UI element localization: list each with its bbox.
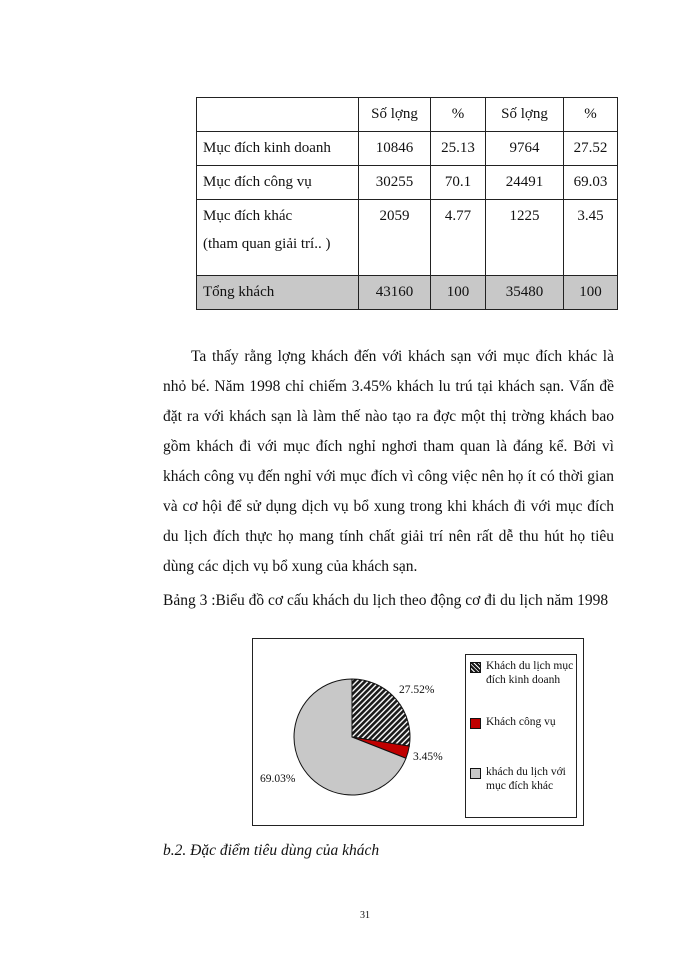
table-row [197,132,618,166]
paragraph-text: Ta thấy rằng lợng khách đến với khách sạn với mục đích khác là nhỏ bé. Năm 1998 chỉ chiếm 3.45% khách lu trú tại khách sạn. Vấn đề đặt ra với khách sạn là làm thế nào tạo ra đợc một thị trờng khách bao gồm khách đi với mục đích nghỉ nghơi tham quan là đáng kể. Bởi vì khách công vụ đến nghỉ với mục đích vì công việc nên họ ít có thời gian và cơ hội để sử dụng dịch vụ bổ xung trong khi khách đi với mục đích du lịch đích thực họ mang tính chất giải trí nên rất dễ thu hút họ tiêu dùng các dịch vụ bổ xung của khách sạn. [163,348,614,575]
header-cell [197,98,359,132]
table-cell: 9764 [486,132,564,166]
row-label [197,200,359,276]
header-cell: Số lợng [486,98,564,132]
row-label: Mục đích công vụ [197,166,359,200]
legend-label: Khách du lịch mục đích kinh doanh [486,660,574,686]
statistics-table [196,97,618,310]
legend-swatch-business [470,662,481,673]
legend-item [470,765,576,793]
row-label-main: Mục đích khác [203,208,293,224]
pie-chart [252,638,584,826]
table-cell: 4.77 [431,200,486,276]
table-cell: 70.1 [431,166,486,200]
pie-data-label: 3.45% [413,751,443,763]
table-row [197,200,618,276]
table-cell: 27.52 [564,132,618,166]
table-cell: 100 [431,276,486,310]
table-cell: 2059 [359,200,431,276]
pie-data-label: 69.03% [260,773,296,785]
legend-label: khách du lịch với mục đích khác [486,766,566,792]
table-row [197,166,618,200]
legend-swatch-other [470,768,481,779]
chart-legend [465,654,577,818]
section-heading: b.2. Đặc điểm tiêu dùng của khách [163,842,380,859]
pie-chart-plot [253,639,463,825]
page-number: 31 [360,910,370,921]
chart-caption: Bảng 3 :Biểu đồ cơ cấu khách du lịch theo động cơ đi du lịch năm 1998 [163,592,609,609]
legend-label: Khách công vụ [486,716,556,728]
row-label-sub: (tham quan giải trí.. ) [203,236,331,252]
legend-item [470,715,576,729]
table-cell: 1225 [486,200,564,276]
header-cell: Số lợng [359,98,431,132]
table-cell: 10846 [359,132,431,166]
table-cell: 3.45 [564,200,618,276]
table-cell: 100 [564,276,618,310]
header-cell: % [564,98,618,132]
legend-swatch-official [470,718,481,729]
legend-item [470,659,576,687]
table-cell: 35480 [486,276,564,310]
table-cell: 43160 [359,276,431,310]
header-cell: % [431,98,486,132]
table-cell: 24491 [486,166,564,200]
row-label: Tổng khách [197,276,359,310]
table-cell: 25.13 [431,132,486,166]
body-paragraph [163,342,614,582]
table-cell: 69.03 [564,166,618,200]
table-total-row [197,276,618,310]
table-cell: 30255 [359,166,431,200]
table-header-row [197,98,618,132]
pie-data-label: 27.52% [399,684,435,696]
row-label: Mục đích kinh doanh [197,132,359,166]
